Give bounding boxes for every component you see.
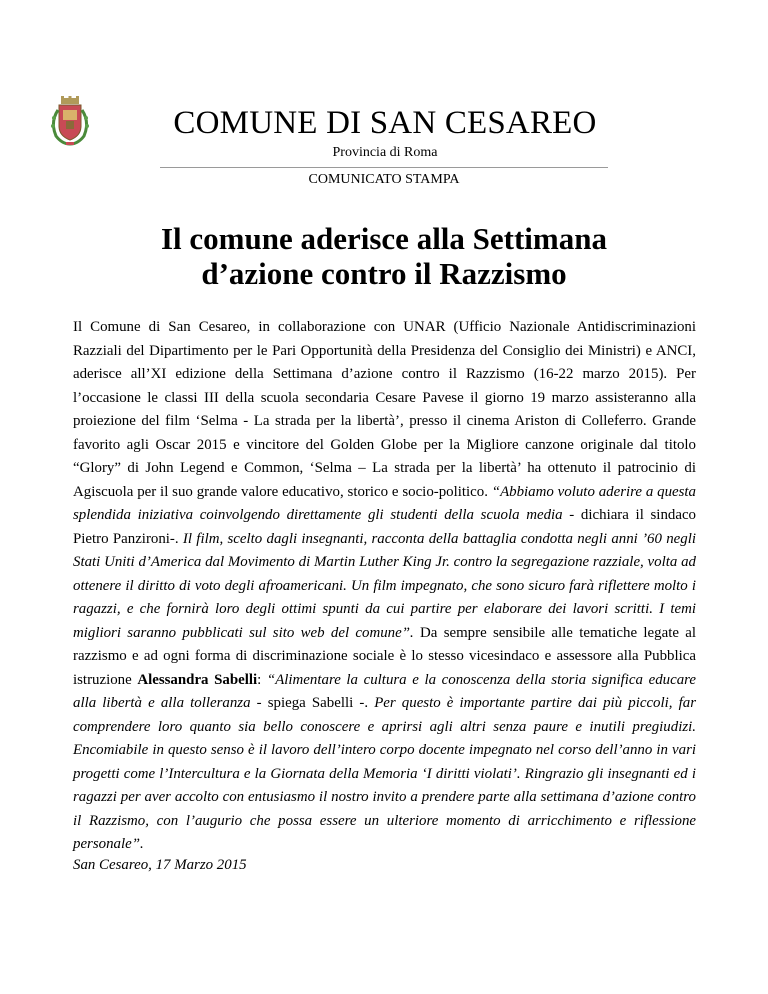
body-vicesindaco-intro: Da sempre sensibile alle tematiche legate al razzismo e ad ogni forma di discriminazione sociale è lo stesso vicesindaco e assessore alla Pubblica istruzione bbox=[73, 624, 696, 688]
quote-mayor-1: “Abbiamo voluto aderire a questa splendida iniziativa coinvolgendo direttamente gli studenti della scuola media bbox=[73, 483, 696, 523]
title-line-1: Il comune aderisce alla Settimana bbox=[160, 221, 607, 256]
header-divider bbox=[160, 167, 608, 168]
place-date-signature: San Cesareo, 17 Marzo 2015 bbox=[73, 857, 247, 873]
letterhead bbox=[140, 104, 630, 162]
press-release-body bbox=[73, 316, 696, 857]
quote-mayor-2: Il film, scelto dagli insegnanti, racconta della battaglia condotta negli anni ’60 negli Stati Uniti d’America dal Movimento di Martin Luther King Jr. contro la segregazione razziale, volta ad ottenere il diritto di voto degli afroamericani. Un film impegnato, che sono sicuro farà riflettere molto i ragazzi, e che fornirà loro degli ottimi spunti da cui partire per elaborare dei lavori scritti. I temi migliori saranno pubblicati sul sito web del comune”. bbox=[73, 530, 697, 641]
quote-sabelli-2: Per questo è importante partire dai più piccoli, far comprendere loro quanto sia bello conoscere e aprirsi agli altri senza paure e inutili pregiudizi. Encomiabile in questo senso è il lavoro dell’intero corpo docente impegnato nel corso dell’anno in vari progetti come l’Intercultura e la Giornata della Memoria ‘I diritti violati’. Ringrazio gli insegnanti ed i ragazzi per aver accolto con entusiasmo il nostro invito a prendere parte alla settimana d’azione contro il Razzismo, con l’augurio che possa essere un ulteriore momento di arricchimento e riflessione personale”. bbox=[73, 695, 696, 852]
vicesindaco-name: Alessandra Sabelli bbox=[137, 671, 258, 688]
title-line-2: d’azione contro il Razzismo bbox=[201, 256, 567, 291]
quote-sabelli-1: “Alimentare la cultura e la conoscenza della storia significa educare alla libertà e alla tolleranza bbox=[73, 671, 696, 711]
body-colon: : bbox=[257, 671, 267, 688]
body-intro: Il Comune di San Cesareo, in collaborazione con UNAR (Ufficio Nazionale Antidiscriminazioni Razziali del Dipartimento per le Pari Opportunità della Presidenza del Consiglio dei Ministri) e ANCI, aderisce all’XI edizione della Settimana d’azione contro il Razzismo (16-22 marzo 2015). Per l’occasione le classi III della scuola secondaria Cesare Pavese il giorno 19 marzo assisteranno alla proiezione del film ‘Selma - La strada per la libertà’, presso il cinema Ariston di Colleferro. Grande favorito agli Oscar 2015 e vincitore del Golden Globe per la Migliore canzone originale dal titolo “Glory” di John Legend e Common, ‘Selma – La strada per la libertà’ ha ottenuto il patrocinio di Agiscuola per il suo grande valore educativo, storico e socio-politico. bbox=[73, 319, 696, 500]
body-mayor-attribution: - dichiara il sindaco Pietro Panzironi-. bbox=[73, 507, 696, 547]
comune-name: COMUNE DI SAN CESAREO bbox=[173, 105, 597, 141]
body-sabelli-attribution: - spiega Sabelli -. bbox=[250, 695, 375, 711]
press-release-title bbox=[60, 221, 708, 291]
comunicato-stampa-label: COMUNICATO STAMPA bbox=[308, 172, 460, 187]
municipal-crest-icon bbox=[48, 96, 92, 148]
provincia-label: Provincia di Roma bbox=[332, 145, 438, 160]
